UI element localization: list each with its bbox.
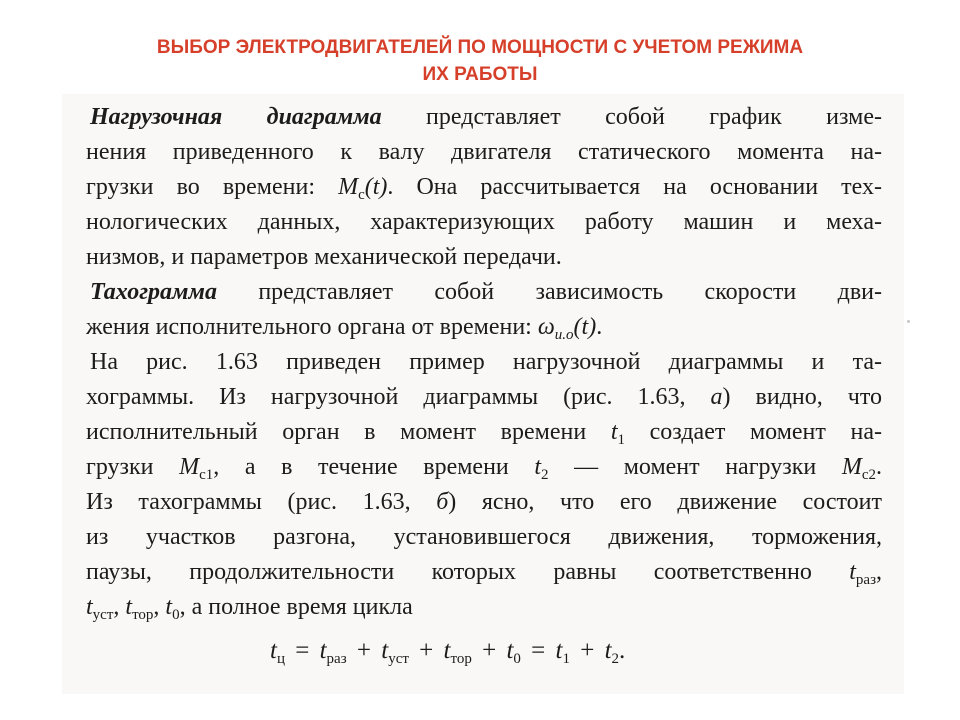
math-subscript: 2 (541, 467, 549, 483)
decorative-dot (907, 320, 910, 323)
text-fragment: представляет собой зависимость скорости дви- (216, 279, 882, 305)
math-subscript: с2 (861, 467, 876, 483)
body-text (86, 100, 882, 625)
text-fragment: исполнительный орган в момент времени (86, 419, 611, 445)
math-symbol: t (125, 594, 133, 620)
text-fragment: Из тахограммы (рис. 1.63, (86, 489, 437, 515)
text-line: из участков разгона, установившегося движения, торможения, (86, 524, 882, 550)
text-line: нологических данных, характеризующих работу машин и меха- (86, 209, 882, 235)
text-fragment: ) видно, что (722, 384, 882, 410)
text-line (86, 415, 882, 450)
text-fragment: грузки (86, 454, 180, 480)
text-fragment: , (153, 594, 166, 620)
text-fragment: жения исполнительного органа от времени: (86, 314, 538, 340)
math-argument: (t) (364, 174, 388, 200)
figure-ref: а (710, 384, 723, 410)
math-symbol: t (610, 419, 618, 445)
text-line (86, 100, 882, 135)
text-fragment: , (876, 559, 882, 585)
term-load-diagram: Нагрузочная диаграмма (90, 104, 382, 130)
slide-title-line-1: ВЫБОР ЭЛЕКТРОДВИГАТЕЛЕЙ ПО МОЩНОСТИ С УЧЕТОМ РЕЖИМА (156, 37, 804, 58)
text-line (86, 380, 882, 415)
math-symbol: t (86, 594, 93, 620)
slide-title (60, 34, 900, 88)
math-symbol: ω (537, 314, 555, 340)
text-line: На рис. 1.63 приведен пример нагрузочной диаграммы и та- (90, 349, 882, 375)
math-symbol: M (338, 174, 359, 200)
text-fragment: . (596, 314, 603, 340)
math-symbol: t (381, 637, 389, 664)
text-fragment: . Она рассчитывается на основании тех- (387, 174, 882, 200)
text-fragment: создает момент на- (625, 419, 882, 445)
math-symbol: M (841, 454, 862, 480)
math-subscript: 1 (562, 651, 570, 667)
math-period: . (619, 637, 626, 664)
text-fragment: ) ясно, что его движение состоит (448, 489, 883, 515)
math-symbol: t (534, 454, 542, 480)
text-line (86, 275, 882, 310)
math-subscript: раз (855, 572, 876, 588)
math-subscript: с (358, 187, 365, 203)
math-subscript: 2 (611, 651, 620, 667)
math-subscript: с1 (199, 467, 214, 483)
text-line: низмов, и параметров механической передачи. (86, 244, 562, 270)
text-fragment: , а полное время цикла (179, 594, 413, 620)
math-operator: + (482, 637, 497, 664)
text-line: нения приведенного к валу двигателя статического момента на- (86, 139, 882, 165)
math-operator: = (531, 637, 546, 664)
math-symbol: t (270, 637, 277, 664)
text-fragment: — момент нагрузки (548, 454, 842, 480)
text-line (86, 170, 882, 205)
text-line (86, 590, 882, 625)
math-symbol: t (165, 594, 173, 620)
math-subscript: тор (132, 607, 154, 623)
math-symbol: M (179, 454, 200, 480)
text-line (86, 450, 882, 485)
math-symbol: t (319, 637, 327, 664)
math-symbol: t (506, 637, 514, 664)
math-subscript: 1 (617, 432, 625, 448)
text-fragment: паузы, продолжительности которых равны соответственно (86, 559, 850, 585)
math-symbol: t (604, 637, 612, 664)
figure-ref: б (436, 489, 449, 515)
text-fragment: хограммы. Из нагрузочной диаграммы (рис. 1.63, (86, 384, 711, 410)
text-fragment: . (876, 454, 882, 480)
math-subscript: 0 (172, 607, 180, 623)
text-line (86, 555, 882, 590)
math-symbol: t (443, 637, 451, 664)
math-subscript: уст (92, 607, 114, 623)
text-line (86, 310, 882, 345)
math-symbol: t (849, 559, 856, 585)
math-symbol: t (555, 637, 563, 664)
math-argument: (t) (573, 314, 597, 340)
text-fragment: , а в течение времени (213, 454, 535, 480)
text-fragment: грузки во времени: (86, 174, 339, 200)
math-subscript: тор (450, 651, 472, 667)
text-line (86, 485, 882, 520)
math-operator: + (580, 637, 595, 664)
slide-title-line-2: ИХ РАБОТЫ (422, 64, 538, 85)
math-operator: = (295, 637, 310, 664)
math-subscript: ц (276, 651, 285, 667)
math-subscript: 0 (513, 651, 521, 667)
cycle-time-formula (270, 633, 690, 669)
math-subscript: и.о (554, 327, 574, 343)
math-subscript: уст (388, 651, 409, 667)
math-subscript: раз (326, 651, 347, 667)
text-fragment: , (113, 594, 126, 620)
term-tachogram: Тахограмма (90, 279, 217, 305)
text-fragment: представляет собой график изме- (381, 104, 882, 130)
math-operator: + (356, 637, 371, 664)
math-operator: + (419, 637, 434, 664)
